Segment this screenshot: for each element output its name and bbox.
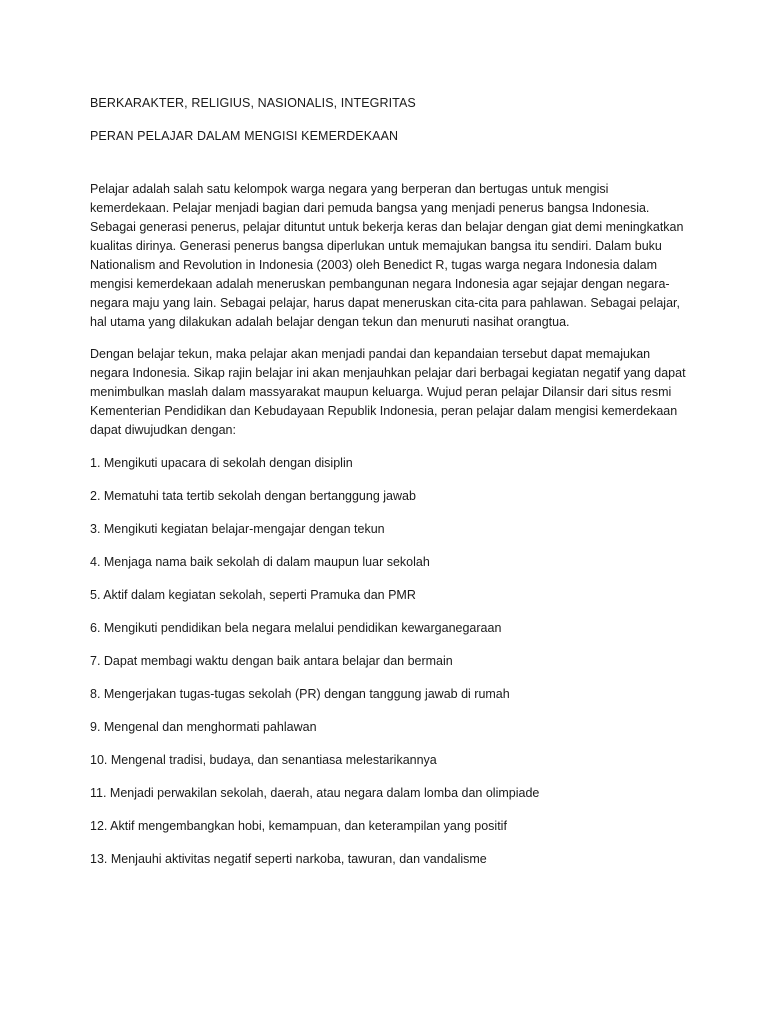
intro-paragraph: Pelajar adalah salah satu kelompok warga negara yang berperan dan bertugas untuk mengisi kemerdekaan. Pelajar menjadi bagian dari pemuda bangsa yang menjadi penerus bangsa Indonesia. Sebagai generasi penerus, pelajar dituntut untuk bekerja keras dan belajar dengan giat demi meningkatkan kualitas dirinya. Generasi penerus bangsa diperlukan untuk memajukan bangsa itu sendiri. Dalam buku Nationalism and Revolution in Indonesia (2003) oleh Benedict R, tugas warga negara Indonesia dalam mengisi kemerdekaan adalah meneruskan pembangunan negara Indonesia agar sejajar dengan negara-negara maju yang lain. Sebagai pelajar, harus dapat meneruskan cita-cita para pahlawan. Sebagai pelajar, hal utama yang dilakukan adalah belajar dengan tekun dan menuruti nasihat orangtua. bbox=[90, 182, 684, 329]
list-item: 5. Aktif dalam kegiatan sekolah, seperti Pramuka dan PMR bbox=[90, 588, 416, 602]
document-page bbox=[90, 94, 690, 883]
list-item: 8. Mengerjakan tugas-tugas sekolah (PR) dengan tanggung jawab di rumah bbox=[90, 687, 510, 701]
role-list bbox=[90, 454, 690, 883]
list-item: 6. Mengikuti pendidikan bela negara melalui pendidikan kewarganegaraan bbox=[90, 621, 502, 635]
list-item: 1. Mengikuti upacara di sekolah dengan disiplin bbox=[90, 456, 353, 470]
list-item: 7. Dapat membagi waktu dengan baik antara belajar dan bermain bbox=[90, 654, 453, 668]
list-item: 3. Mengikuti kegiatan belajar-mengajar dengan tekun bbox=[90, 522, 385, 536]
list-item: 9. Mengenal dan menghormati pahlawan bbox=[90, 720, 317, 734]
list-item: 10. Mengenal tradisi, budaya, dan senantiasa melestarikannya bbox=[90, 753, 437, 767]
list-item: 2. Mematuhi tata tertib sekolah dengan bertanggung jawab bbox=[90, 489, 416, 503]
list-item: 4. Menjaga nama baik sekolah di dalam maupun luar sekolah bbox=[90, 555, 430, 569]
list-item: 12. Aktif mengembangkan hobi, kemampuan, dan keterampilan yang positif bbox=[90, 819, 507, 833]
second-paragraph: Dengan belajar tekun, maka pelajar akan menjadi pandai dan kepandaian tersebut dapat memajukan negara Indonesia. Sikap rajin belajar ini akan menjauhkan pelajar dari berbagai kegiatan negatif yang dapat menimbulkan maslah dalam massyarakat maupun keluarga. Wujud peran pelajar Dilansir dari situs resmi Kementerian Pendidikan dan Kebudayaan Republik Indonesia, peran pelajar dalam mengisi kemerdekaan dapat diwujudkan dengan: bbox=[90, 347, 686, 437]
list-item: 11. Menjadi perwakilan sekolah, daerah, atau negara dalam lomba dan olimpiade bbox=[90, 786, 540, 800]
document-title: PERAN PELAJAR DALAM MENGISI KEMERDEKAAN bbox=[90, 129, 399, 143]
document-heading-values: BERKARAKTER, RELIGIUS, NASIONALIS, INTEGRITAS bbox=[90, 96, 416, 110]
list-item: 13. Menjauhi aktivitas negatif seperti narkoba, tawuran, dan vandalisme bbox=[90, 852, 487, 866]
